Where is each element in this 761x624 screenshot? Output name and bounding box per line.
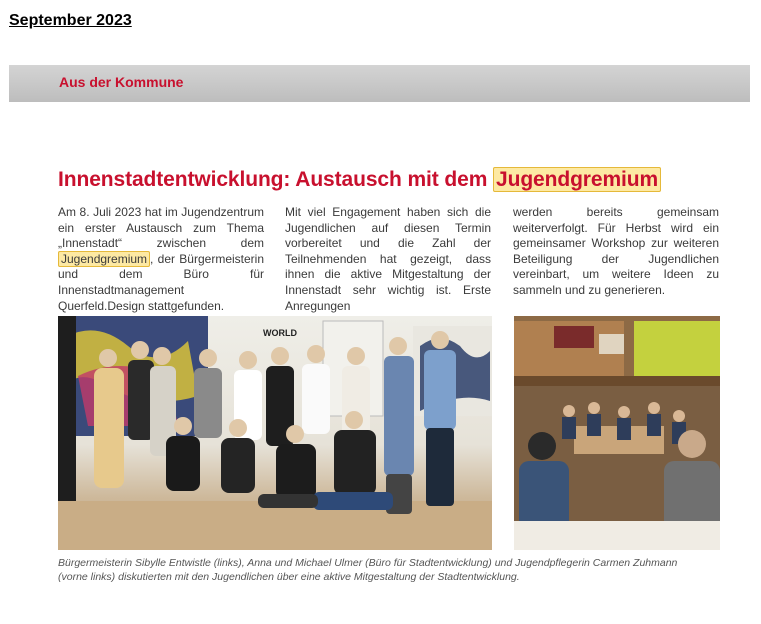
column-1-text-b: , der Bürgermeisterin und dem Büro für Innenstadtmanagement Querfeld.Design stattgefunden. — [58, 251, 264, 313]
issue-date: September 2023 — [9, 12, 132, 29]
article-column-2: Mit viel Engagement haben sich die Jugendlichen auf diesen Termin vorbereitet und die Zahl der Teilnehmenden hat gezeigt, dass ihnen die aktive Mitgestaltung der Innenstadt sehr wichtig ist. Erste Anregungen — [285, 205, 491, 313]
caption-line-1: Bürgermeisterin Sibylle Entwistle (links), Anna und Michael Ulmer (Büro für Stadtentwicklung) und Jugendpflegerin Carmen Zuhmann — [58, 557, 678, 569]
workshop-photo-illustration — [514, 316, 720, 550]
headline-text: Innenstadtentwicklung: Austausch mit dem — [58, 168, 494, 191]
wall-sign: WORLD — [263, 328, 297, 338]
headline-highlight: Jugendgremium — [493, 167, 661, 192]
group-photo — [58, 316, 492, 550]
column-1-highlight: Jugendgremium — [58, 251, 150, 267]
workshop-photo — [514, 316, 720, 550]
section-banner — [9, 65, 750, 102]
article-column-1 — [58, 205, 264, 314]
section-title: Aus der Kommune — [59, 74, 184, 90]
column-1-text-a: Am 8. Juli 2023 hat im Jugendzentrum ein erster Austausch zum Thema „Innenstadt“ zwischen dem — [58, 205, 264, 251]
caption-line-2: (vorne links) diskutierten mit den Jugendlichen über eine aktive Mitgestaltung der Stadtentwicklung. — [58, 571, 520, 583]
group-photo-illustration — [58, 316, 492, 550]
article-headline — [58, 168, 661, 192]
article-column-3: werden bereits gemeinsam weiterverfolgt. Für Herbst wird ein gemeinsamer Workshop zur weiteren Beteiligung der Jugendlichen vereinbart, um weitere Ideen zu sammeln und zu generieren. — [513, 205, 719, 297]
photo-caption — [58, 556, 720, 584]
